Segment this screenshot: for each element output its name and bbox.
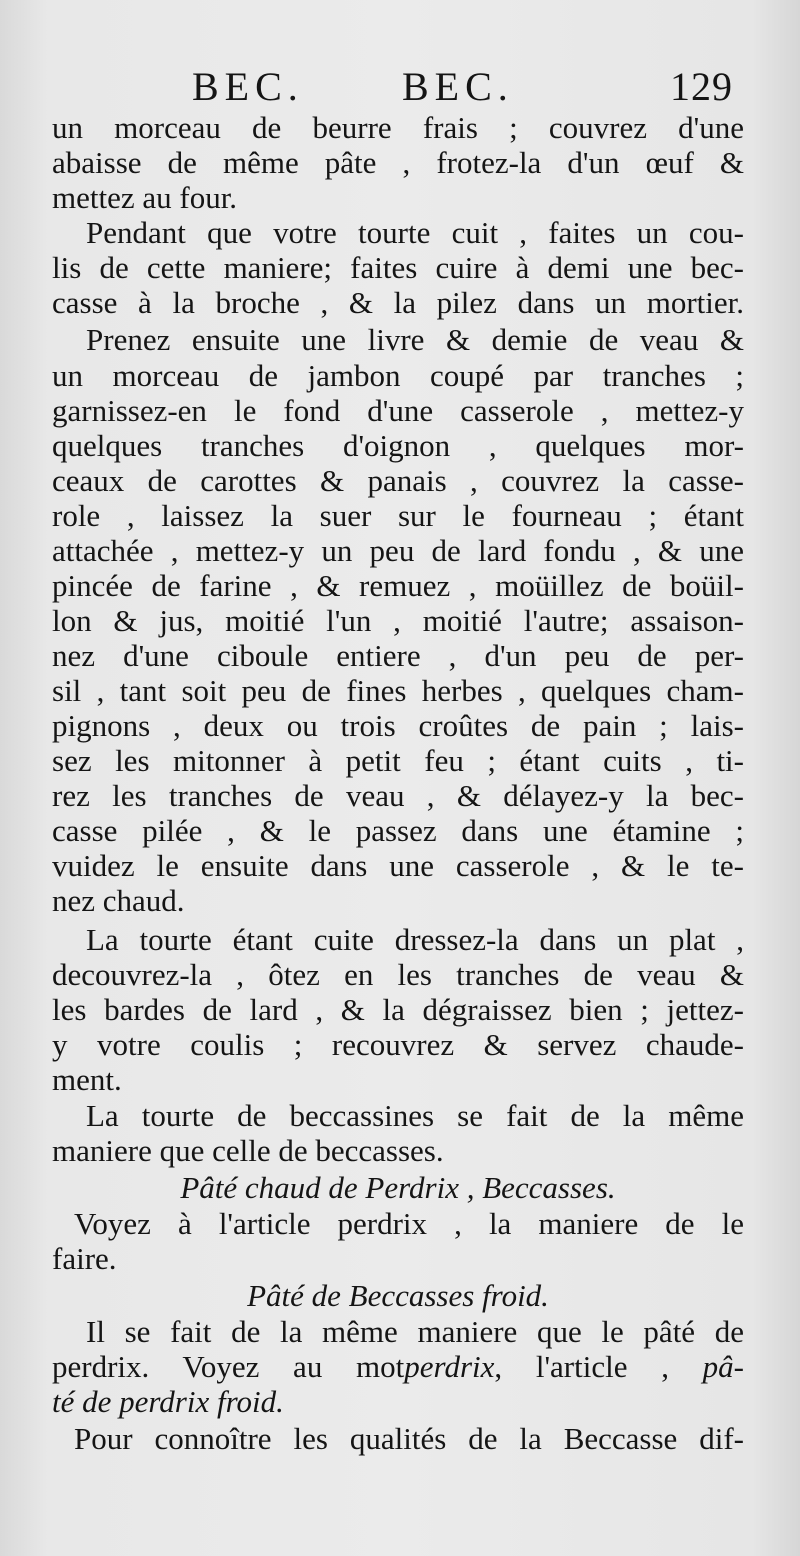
text-line: un morceau de beurre frais ; couvrez d'une [52, 110, 744, 145]
text-line: sez les mitonner à petit feu ; étant cuits , ti- [52, 743, 744, 778]
text-line: y votre coulis ; recouvrez & servez chaude- [52, 1027, 744, 1062]
text-line: lis de cette maniere; faites cuire à demi une bec- [52, 250, 744, 285]
text-line-italic: té de perdrix froid. [52, 1384, 284, 1419]
italic-run: perdrix [404, 1349, 495, 1384]
text-line: abaisse de même pâte , frotez-la d'un œuf & [52, 145, 744, 180]
text-line: role , laissez la suer sur le fourneau ; étant [52, 498, 744, 533]
text-line: pincée de farine , & remuez , moüillez de boüil- [52, 568, 744, 603]
text-line: rez les tranches de veau , & délayez-y la bec- [52, 778, 744, 813]
text-line: un morceau de jambon coupé par tranches ; [52, 358, 744, 393]
text-line: les bardes de lard , & la dégraissez bien ; jettez- [52, 992, 744, 1027]
text-line: ment. [52, 1062, 122, 1097]
italic-run: pâ- [702, 1349, 744, 1384]
paragraph-first-line: Pour connoître les qualités de la Beccasse dif- [74, 1421, 744, 1456]
text-line-mixed [52, 1349, 744, 1384]
text-line: maniere que celle de beccasses. [52, 1133, 444, 1168]
text-line: nez chaud. [52, 883, 185, 918]
text-line: nez d'une ciboule entiere , d'un peu de per- [52, 638, 744, 673]
text-line: pignons , deux ou trois croûtes de pain ; lais- [52, 708, 744, 743]
section-heading: Pâté de Beccasses froid. [247, 1278, 549, 1313]
text-line: casse pilée , & le passez dans une étamine ; [52, 813, 744, 848]
paragraph-first-line: Pendant que votre tourte cuit , faites un cou- [86, 215, 744, 250]
paragraph-first-line: Prenez ensuite une livre & demie de veau & [86, 322, 744, 357]
text-line: casse à la broche , & la pilez dans un mortier. [52, 285, 744, 320]
text-line: attachée , mettez-y un peu de lard fondu , & une [52, 533, 744, 568]
text-line: vuidez le ensuite dans une casserole , & le te- [52, 848, 744, 883]
running-head-right: BEC. [402, 64, 514, 109]
section-heading: Pâté chaud de Perdrix , Beccasses. [180, 1170, 616, 1205]
text-run: perdrix. Voyez au mot [52, 1349, 405, 1384]
paragraph-first-line: La tourte étant cuite dressez-la dans un plat , [86, 922, 744, 957]
text-line: sil , tant soit peu de fines herbes , quelques cham- [52, 673, 744, 708]
paragraph-first-line: Voyez à l'article perdrix , la maniere de le [74, 1206, 744, 1241]
text-line: decouvrez-la , ôtez en les tranches de veau & [52, 957, 744, 992]
running-head-left: BEC. [192, 64, 304, 109]
paragraph-first-line: Il se fait de la même maniere que le pâté de [86, 1314, 744, 1349]
text-line: garnissez-en le fond d'une casserole , mettez-y [52, 393, 744, 428]
text-line: faire. [52, 1241, 117, 1276]
text-line: lon & jus, moitié l'un , moitié l'autre; assaison- [52, 603, 744, 638]
text-line: ceaux de carottes & panais , couvrez la casse- [52, 463, 744, 498]
paragraph-first-line: La tourte de beccassines se fait de la même [86, 1098, 744, 1133]
text-line: quelques tranches d'oignon , quelques mor- [52, 428, 744, 463]
text-run: , l'article , [494, 1349, 669, 1384]
text-line: mettez au four. [52, 180, 238, 215]
page-number: 129 [670, 64, 733, 109]
